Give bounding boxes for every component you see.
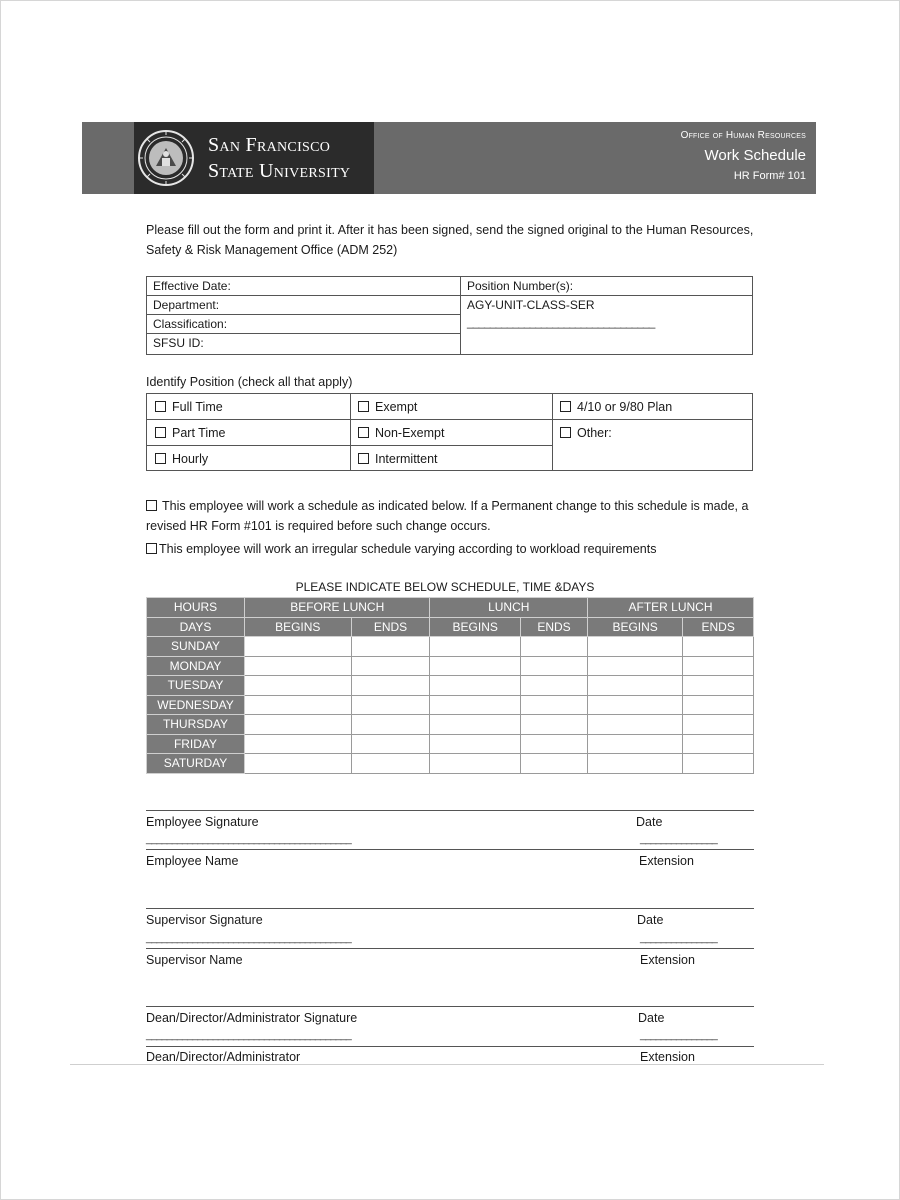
- employee-info-left: [147, 277, 461, 354]
- supervisor-extension-label: Extension: [640, 953, 695, 967]
- position-format: AGY-UNIT-CLASS-SER: [467, 298, 595, 312]
- time-cell[interactable]: [588, 676, 683, 696]
- schedule-row-friday: [147, 734, 754, 754]
- dean-name-label: Dean/Director/Administrator: [146, 1050, 301, 1064]
- dean-date-dash[interactable]: _______________: [640, 1029, 717, 1041]
- checkbox-icon[interactable]: [155, 401, 166, 412]
- checkbox-icon[interactable]: [146, 543, 157, 554]
- department-field[interactable]: Department:: [147, 296, 460, 315]
- time-cell[interactable]: [430, 734, 521, 754]
- checkbox-icon[interactable]: [358, 427, 369, 438]
- university-name-line1: San Francisco: [208, 134, 331, 156]
- time-cell[interactable]: [245, 754, 352, 774]
- option-label: Part Time: [172, 426, 226, 440]
- position-number-field[interactable]: [461, 277, 752, 354]
- time-cell[interactable]: [588, 695, 683, 715]
- schedule-row-sunday: [147, 637, 754, 657]
- time-cell[interactable]: [683, 637, 754, 657]
- checkbox-icon[interactable]: [560, 401, 571, 412]
- page-bottom-rule: [70, 1064, 824, 1065]
- dean-signature-dash[interactable]: ________________________________________: [146, 1029, 351, 1041]
- employee-date-dash[interactable]: _______________: [640, 833, 717, 845]
- schedule-row-wednesday: [147, 695, 754, 715]
- option-hourly[interactable]: [147, 446, 350, 472]
- employee-signature-line[interactable]: [146, 810, 754, 811]
- day-label: MONDAY: [147, 656, 245, 676]
- ends-header: ENDS: [683, 617, 754, 637]
- checkbox-icon[interactable]: [155, 427, 166, 438]
- position-number-line[interactable]: _________________________________: [467, 315, 655, 329]
- time-cell[interactable]: [351, 734, 430, 754]
- position-number-label: Position Number(s):: [461, 277, 752, 296]
- classification-field[interactable]: Classification:: [147, 315, 460, 334]
- option-label: 4/10 or 9/80 Plan: [577, 400, 673, 414]
- supervisor-signature-line[interactable]: [146, 908, 754, 909]
- option-label: Full Time: [172, 400, 223, 414]
- time-cell[interactable]: [351, 656, 430, 676]
- time-cell[interactable]: [588, 715, 683, 735]
- checkbox-icon[interactable]: [358, 401, 369, 412]
- form-header: [82, 122, 816, 194]
- time-cell[interactable]: [520, 676, 587, 696]
- university-name-line2: State University: [208, 160, 351, 182]
- time-cell[interactable]: [683, 656, 754, 676]
- time-cell[interactable]: [245, 695, 352, 715]
- university-name: [208, 132, 350, 184]
- ends-header: ENDS: [520, 617, 587, 637]
- option-other[interactable]: [552, 420, 752, 446]
- time-cell[interactable]: [430, 695, 521, 715]
- employee-signature-label: Employee Signature: [146, 815, 259, 829]
- option-full-time[interactable]: [147, 394, 350, 420]
- option-label: Exempt: [375, 400, 418, 414]
- time-cell[interactable]: [351, 715, 430, 735]
- time-cell[interactable]: [245, 715, 352, 735]
- time-cell[interactable]: [683, 715, 754, 735]
- checkbox-icon[interactable]: [560, 427, 571, 438]
- effective-date-field[interactable]: Effective Date:: [147, 277, 460, 296]
- option-exempt[interactable]: [350, 394, 552, 420]
- option-label: Hourly: [172, 452, 209, 466]
- time-cell[interactable]: [245, 656, 352, 676]
- option-non-exempt[interactable]: [350, 420, 552, 446]
- option-intermittent[interactable]: [350, 446, 552, 472]
- sfsu-id-field[interactable]: SFSU ID:: [153, 336, 204, 350]
- supervisor-signature-dash[interactable]: ________________________________________: [146, 932, 351, 944]
- supervisor-name-line[interactable]: [146, 948, 754, 949]
- schedule-statement[interactable]: [146, 496, 754, 536]
- schedule-statement-text: This employee will work a schedule as indicated below. If a Permanent change to this schedule is made, a revised HR Form #101 is required before such change occurs.: [146, 499, 749, 533]
- irregular-statement-text: This employee will work an irregular schedule varying according to workload requirements: [159, 542, 657, 556]
- checkbox-icon[interactable]: [146, 500, 157, 511]
- employee-name-line[interactable]: [146, 849, 754, 850]
- time-cell[interactable]: [683, 754, 754, 774]
- after-lunch-header: AFTER LUNCH: [588, 598, 754, 618]
- schedule-table: [146, 597, 754, 774]
- dean-signature-label: Dean/Director/Administrator Signature: [146, 1011, 358, 1025]
- time-cell[interactable]: [245, 676, 352, 696]
- schedule-subheader-row: [147, 617, 754, 637]
- time-cell[interactable]: [351, 676, 430, 696]
- ends-header: ENDS: [351, 617, 430, 637]
- schedule-row-saturday: [147, 754, 754, 774]
- days-header: DAYS: [147, 617, 245, 637]
- time-cell[interactable]: [430, 715, 521, 735]
- position-col-1: [147, 394, 351, 470]
- university-seal-icon: [136, 126, 196, 190]
- time-cell[interactable]: [588, 734, 683, 754]
- schedule-header-row: [147, 598, 754, 618]
- employee-extension-label: Extension: [639, 854, 694, 868]
- position-col-3: [552, 394, 752, 470]
- supervisor-date-label: Date: [637, 913, 664, 927]
- schedule-row-tuesday: [147, 676, 754, 696]
- schedule-row-thursday: [147, 715, 754, 735]
- day-label: WEDNESDAY: [147, 695, 245, 715]
- irregular-statement[interactable]: [146, 539, 754, 559]
- begins-header: BEGINS: [588, 617, 683, 637]
- time-cell[interactable]: [683, 676, 754, 696]
- time-cell[interactable]: [351, 695, 430, 715]
- begins-header: BEGINS: [245, 617, 352, 637]
- time-cell[interactable]: [351, 754, 430, 774]
- option-part-time[interactable]: [147, 420, 350, 446]
- time-cell[interactable]: [588, 656, 683, 676]
- form-title: Work Schedule: [704, 147, 806, 164]
- position-type-grid: [146, 393, 753, 471]
- time-cell[interactable]: [520, 637, 587, 657]
- time-cell[interactable]: [430, 656, 521, 676]
- time-cell[interactable]: [520, 695, 587, 715]
- time-cell[interactable]: [430, 676, 521, 696]
- dean-date-label: Date: [638, 1011, 665, 1025]
- supervisor-signature-label: Supervisor Signature: [146, 913, 263, 927]
- begins-header: BEGINS: [430, 617, 521, 637]
- time-cell[interactable]: [520, 754, 587, 774]
- option-4-10-plan[interactable]: [552, 394, 752, 420]
- employee-signature-dash[interactable]: ________________________________________: [146, 833, 351, 845]
- time-cell[interactable]: [520, 715, 587, 735]
- time-cell[interactable]: [683, 734, 754, 754]
- employee-name-label: Employee Name: [146, 854, 239, 868]
- day-label: FRIDAY: [147, 734, 245, 754]
- time-cell[interactable]: [683, 695, 754, 715]
- dean-signature-line[interactable]: [146, 1006, 754, 1007]
- lunch-header: LUNCH: [430, 598, 588, 618]
- university-logo: [134, 122, 374, 194]
- supervisor-name-label: Supervisor Name: [146, 953, 243, 967]
- time-cell[interactable]: [430, 637, 521, 657]
- day-label: THURSDAY: [147, 715, 245, 735]
- option-label: Intermittent: [375, 452, 438, 466]
- time-cell[interactable]: [588, 637, 683, 657]
- time-cell[interactable]: [245, 734, 352, 754]
- identify-position-label: Identify Position (check all that apply): [146, 375, 353, 389]
- schedule-row-monday: [147, 656, 754, 676]
- checkbox-icon[interactable]: [358, 453, 369, 464]
- time-cell[interactable]: [520, 734, 587, 754]
- intro-text: Please fill out the form and print it. After it has been signed, send the signed original to the Human Resources, Safety & Risk Management Office (ADM 252): [146, 223, 754, 257]
- form-number: HR Form# 101: [733, 170, 806, 182]
- time-cell[interactable]: [245, 637, 352, 657]
- employee-date-label: Date: [636, 815, 663, 829]
- time-cell[interactable]: [430, 754, 521, 774]
- day-label: SUNDAY: [147, 637, 245, 657]
- option-label: Non-Exempt: [375, 426, 445, 440]
- day-label: TUESDAY: [147, 676, 245, 696]
- supervisor-date-dash[interactable]: _______________: [640, 932, 717, 944]
- dean-extension-label: Extension: [640, 1050, 695, 1064]
- day-label: SATURDAY: [147, 754, 245, 774]
- schedule-title: PLEASE INDICATE BELOW SCHEDULE, TIME &DAYS: [295, 580, 595, 594]
- option-label: Other:: [577, 426, 612, 440]
- hours-header: HOURS: [147, 598, 245, 618]
- dean-name-line[interactable]: [146, 1046, 754, 1047]
- before-lunch-header: BEFORE LUNCH: [245, 598, 430, 618]
- time-cell[interactable]: [588, 754, 683, 774]
- time-cell[interactable]: [351, 637, 430, 657]
- checkbox-icon[interactable]: [155, 453, 166, 464]
- office-name: Office of Human Resources: [680, 130, 806, 141]
- position-col-2: [350, 394, 553, 470]
- employee-info-table: [146, 276, 753, 355]
- time-cell[interactable]: [520, 656, 587, 676]
